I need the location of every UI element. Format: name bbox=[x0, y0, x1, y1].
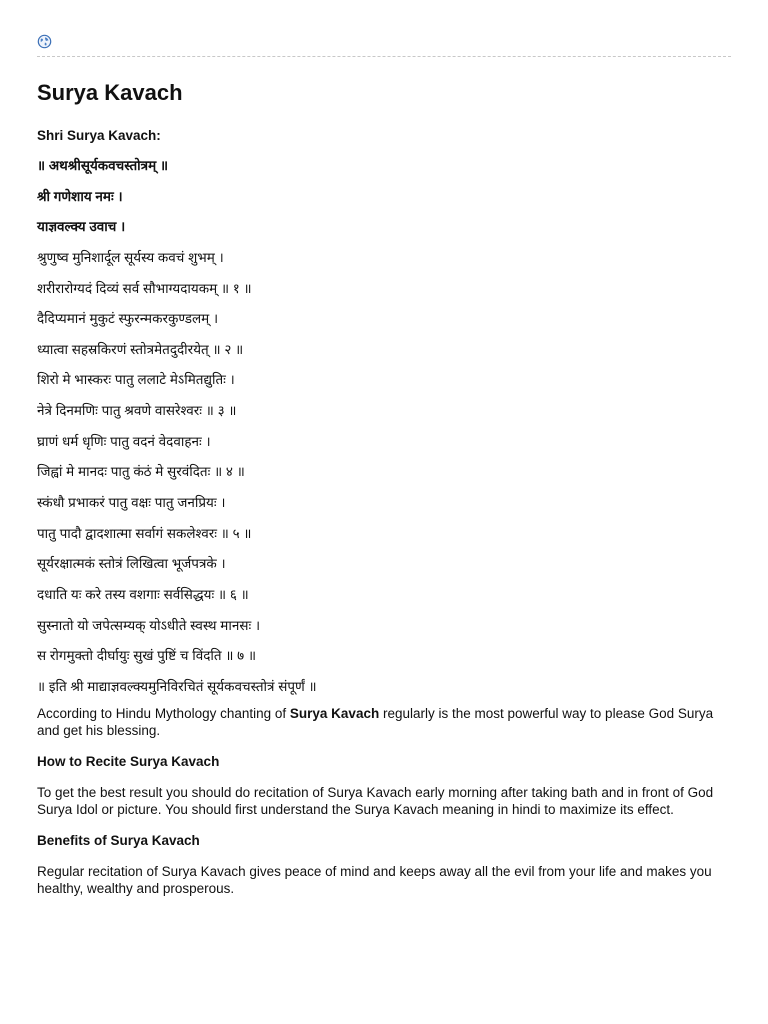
verse-line: श्रुणुष्व मुनिशार्दूल सूर्यस्य कवचं शुभम् । bbox=[37, 249, 224, 265]
verse-line: ॥ इति श्री माद्याज्ञवल्क्यमुनिविरचितं सूर्यकवचस्तोत्रं संपूर्णं ॥ bbox=[37, 678, 317, 694]
recite-heading: How to Recite Surya Kavach bbox=[37, 753, 220, 769]
verse-line: पातु पादौ द्वादशात्मा सर्वागं सकलेश्वरः ॥ ५ ॥ bbox=[37, 525, 252, 541]
verse-line: स रोगमुक्तो दीर्घायुः सुखं पुष्टिं च विंदति ॥ ७ ॥ bbox=[37, 648, 257, 664]
verse-line: दधाति यः करे तस्य वशगाः सर्वसिद्धयः ॥ ६ ॥ bbox=[37, 586, 249, 602]
verse-line: शिरो मे भास्करः पातु ललाटे मेऽमितद्युतिः । bbox=[37, 372, 235, 388]
intro-strong: Surya Kavach bbox=[289, 705, 380, 721]
verse-line: श्री गणेशाय नमः । bbox=[37, 188, 123, 204]
verse-line: दैदिप्यमानं मुकुटं स्फुरन्मकरकुण्डलम् । bbox=[37, 311, 219, 327]
benefits-heading: Benefits of Surya Kavach bbox=[37, 832, 200, 848]
verse-line: सुस्नातो यो जपेत्सम्यक् योऽधीते स्वस्थ मानसः । bbox=[37, 617, 261, 633]
verse-line: याज्ञवल्क्य उवाच । bbox=[37, 219, 126, 235]
verse-line: ॥ अथश्रीसूर्यकवचस्तोत्रम् ॥ bbox=[37, 158, 169, 173]
recite-paragraph: To get the best result you should do recitation of Surya Kavach early morning after taking bath and in front of God Surya Idol or picture. You should first understand the Surya Kavach meaning in hindi to maximize its effect. bbox=[37, 784, 714, 817]
verse-line: स्कंधौ प्रभाकरं पातु वक्षः पातु जनप्रियः । bbox=[37, 495, 226, 511]
globe-icon[interactable] bbox=[37, 34, 52, 49]
intro-text-before: According to Hindu Mythology chanting of bbox=[37, 705, 290, 721]
subtitle: Shri Surya Kavach: bbox=[37, 128, 161, 143]
verse-list bbox=[37, 157, 731, 696]
verse-line: शरीरारोग्यदं दिव्यं सर्व सौभाग्यदायकम् ॥ १ ॥ bbox=[37, 280, 252, 296]
intro-text-after: regularly is the most powerful way to please God Surya and get his blessing. bbox=[37, 705, 714, 738]
document-page bbox=[37, 0, 731, 897]
intro-paragraph bbox=[37, 705, 731, 739]
verse-line: सूर्यरक्षात्मकं स्तोत्रं लिखित्वा भूर्जपत्रके । bbox=[37, 556, 226, 572]
top-bar bbox=[37, 0, 731, 57]
verse-line: ध्यात्वा सहस्रकिरणं स्तोत्रमेतदुदीरयेत् ॥ २ ॥ bbox=[37, 341, 244, 357]
page-title: Surya Kavach bbox=[37, 80, 183, 105]
benefits-paragraph: Regular recitation of Surya Kavach gives peace of mind and keeps away all the evil from your life and makes you healthy, wealthy and prosperous. bbox=[37, 863, 712, 896]
verse-line: जिह्वां मे मानदः पातु कंठं मे सुरवंदितः ॥ ४ ॥ bbox=[37, 464, 245, 480]
verse-line: घ्राणं धर्म धृणिः पातु वदनं वेदवाहनः । bbox=[37, 433, 211, 449]
verse-line: नेत्रे दिनमणिः पातु श्रवणे वासरेश्वरः ॥ ३ ॥ bbox=[37, 403, 237, 419]
